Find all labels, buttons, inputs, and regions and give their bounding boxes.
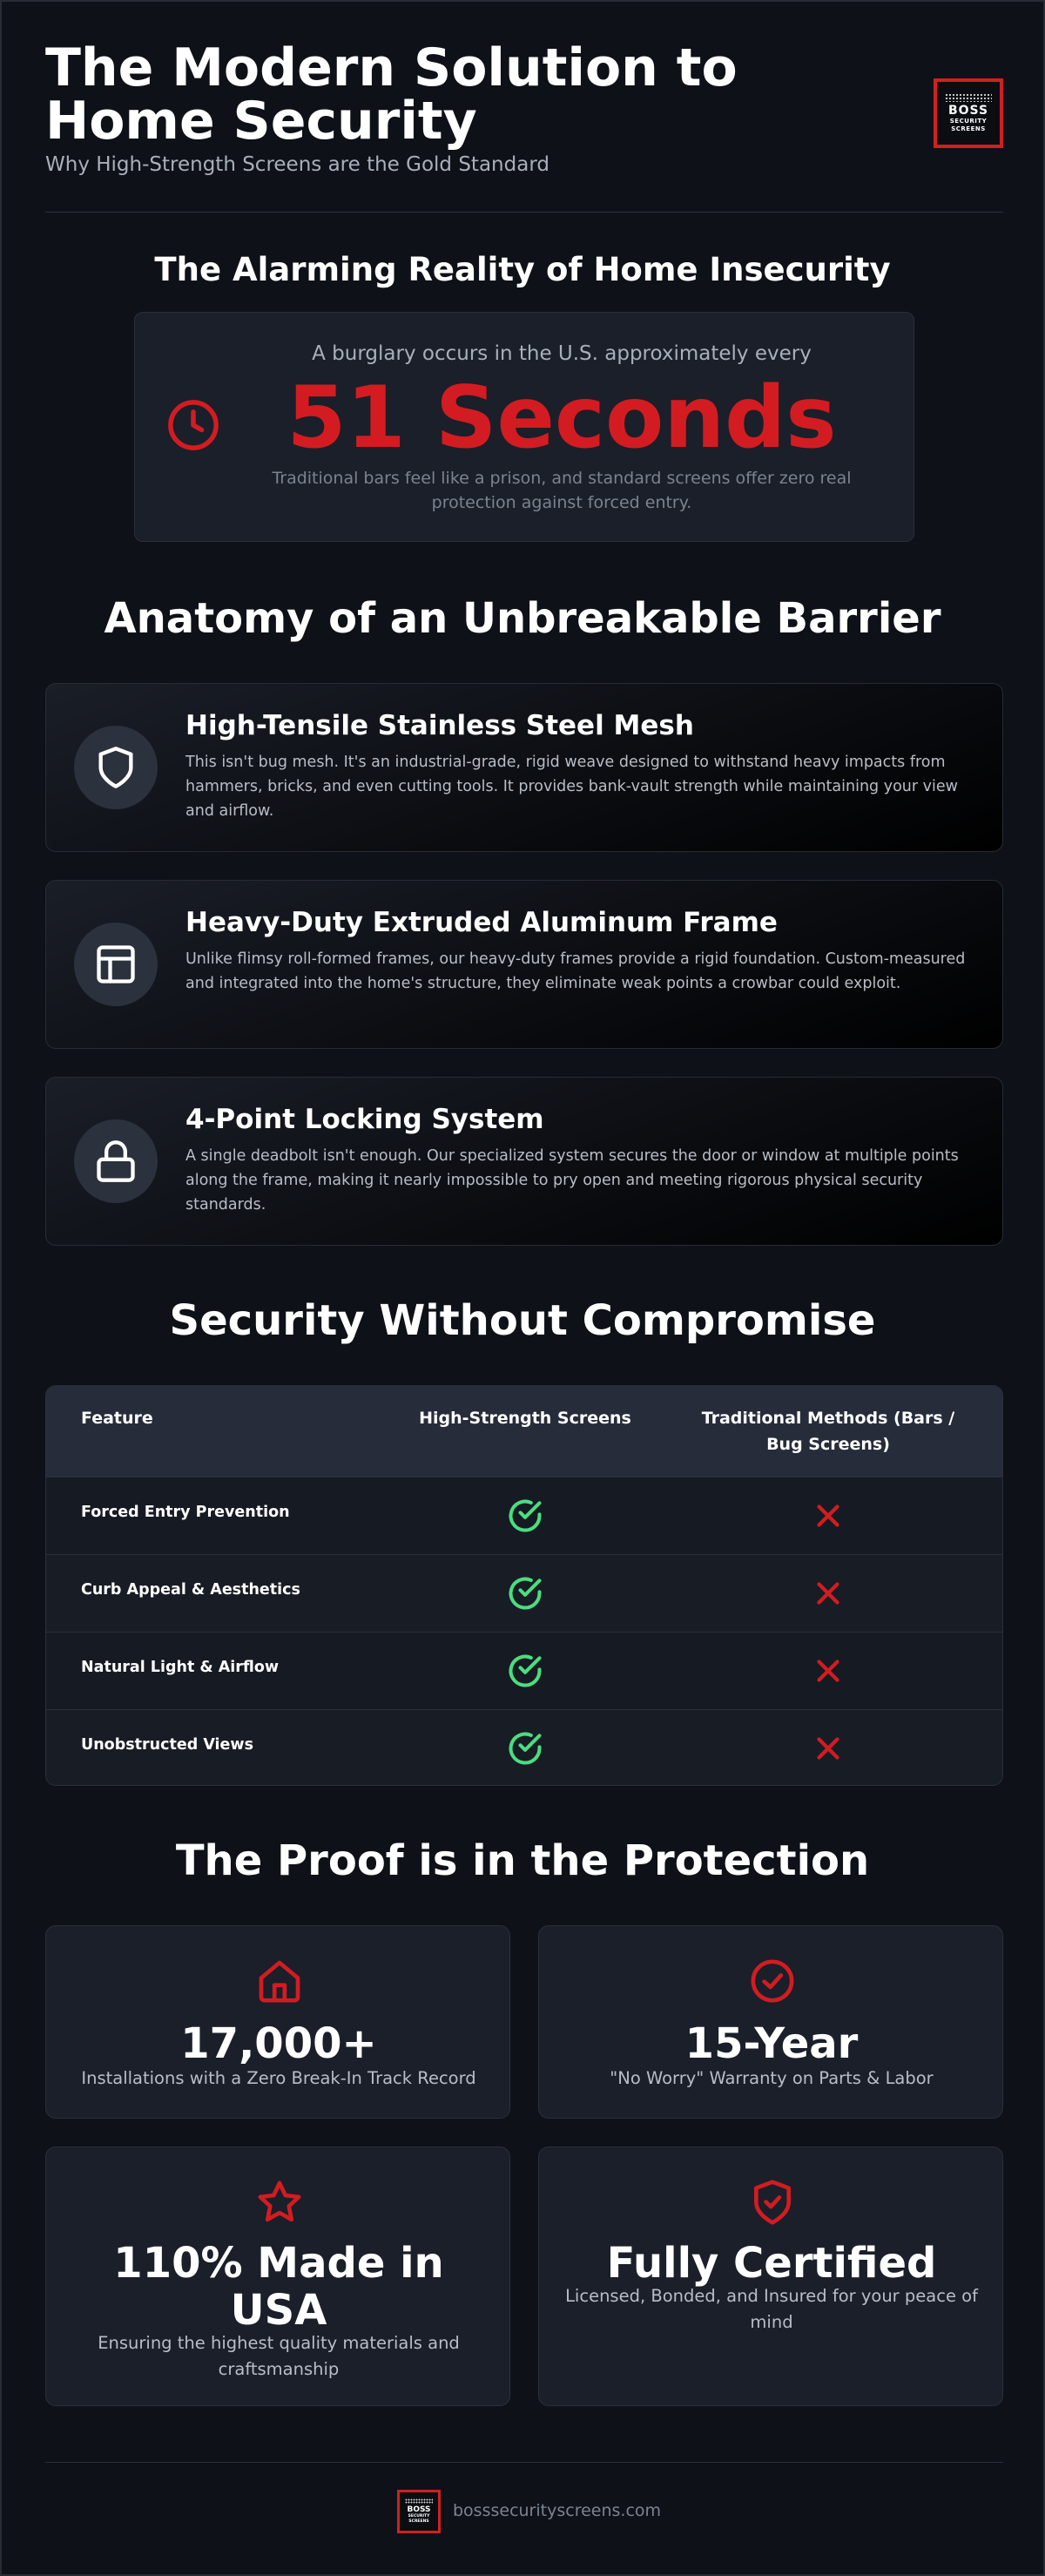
clock-icon — [165, 396, 222, 454]
logo-dots — [945, 93, 992, 102]
check-circle-icon — [748, 1956, 797, 2006]
feature-icon-circle — [74, 726, 158, 809]
stat-lead-text: A burglary occurs in the U.S. approximately every — [312, 342, 812, 365]
star-icon — [255, 2177, 304, 2228]
footer-website-link[interactable]: bosssecurityscreens.com — [453, 2501, 662, 2520]
proof-value: 17,000+ — [180, 2019, 377, 2068]
check-icon — [506, 1497, 544, 1535]
proof-label: Ensuring the highest quality materials and craftsmanship — [98, 2333, 460, 2379]
column-header-screens: High-Strength Screens — [419, 1409, 631, 1428]
footer-logo-brand-text: BOSS — [407, 2505, 431, 2514]
feature-icon-circle — [74, 1119, 158, 1203]
proof-label: "No Worry" Warranty on Parts & Labor — [610, 2068, 934, 2088]
proof-section-title: The Proof is in the Protection — [175, 1836, 870, 1885]
row-feature-label: Unobstructed Views — [81, 1736, 254, 1754]
x-icon — [812, 1655, 844, 1687]
logo-brand-text: BOSS — [947, 104, 989, 118]
table-row — [46, 1477, 1003, 1554]
proof-card-made-in-usa — [45, 2147, 510, 2406]
footer-divider — [45, 2462, 1003, 2463]
header-divider — [45, 212, 1003, 213]
stat-value: 51 Seconds — [287, 368, 837, 468]
row-feature-label: Forced Entry Prevention — [81, 1504, 290, 1521]
comparison-table — [45, 1385, 1003, 1786]
footer-logo-brand-subtext: SECURITY SCREENS — [408, 2514, 430, 2524]
proof-card-warranty — [538, 1925, 1003, 2119]
proof-card-certified — [538, 2147, 1003, 2406]
table-row — [46, 1554, 1003, 1632]
check-icon — [506, 1652, 544, 1690]
stat-note: Traditional bars feel like a prison, and standard screens offer zero real protection against forced entry. — [272, 469, 852, 512]
page-title: The Modern Solution to Home Security — [45, 37, 738, 152]
header — [45, 37, 1003, 213]
shield-icon — [93, 745, 138, 790]
insecurity-section-title: The Alarming Reality of Home Insecurity — [154, 251, 891, 288]
feature-card-locking-system — [45, 1077, 1003, 1246]
column-header-feature: Feature — [81, 1409, 153, 1428]
lock-icon — [93, 1139, 138, 1184]
x-icon — [812, 1578, 844, 1609]
feature-description: This isn't bug mesh. It's an industrial-grade, rigid weave designed to withstand heavy impacts from hammers, bricks, and even cutting tools. It provides bank-vault strength while maintaining your view and airflow. — [185, 754, 958, 820]
burglary-stat-card — [134, 312, 914, 542]
house-icon — [255, 1956, 304, 2006]
column-header-traditional: Traditional Methods (Bars / Bug Screens) — [701, 1409, 955, 1454]
page-subtitle: Why High-Strength Screens are the Gold Standard — [45, 153, 549, 176]
proof-card-installations — [45, 1925, 510, 2119]
x-icon — [812, 1500, 844, 1531]
table-header — [46, 1386, 1003, 1477]
check-icon — [506, 1574, 544, 1613]
shield-check-icon — [748, 2177, 797, 2228]
table-row — [46, 1632, 1003, 1709]
proof-label: Installations with a Zero Break-In Track Record — [81, 2068, 476, 2088]
check-icon — [506, 1729, 544, 1768]
proof-value: 110% Made in USA — [113, 2239, 444, 2335]
feature-title: High-Tensile Stainless Steel Mesh — [185, 710, 694, 741]
feature-icon-circle — [74, 923, 158, 1006]
frame-icon — [93, 942, 138, 987]
brand-logo — [934, 78, 1003, 148]
table-row — [46, 1709, 1003, 1786]
x-icon — [812, 1733, 844, 1764]
anatomy-section-title: Anatomy of an Unbreakable Barrier — [104, 594, 941, 643]
proof-label: Licensed, Bonded, and Insured for your peace of mind — [565, 2286, 978, 2332]
comparison-section-title: Security Without Compromise — [169, 1296, 876, 1345]
feature-title: 4-Point Locking System — [185, 1104, 544, 1135]
proof-value: Fully Certified — [606, 2239, 937, 2288]
row-feature-label: Natural Light & Airflow — [81, 1659, 280, 1676]
proof-value: 15-Year — [684, 2019, 859, 2068]
feature-description: A single deadbolt isn't enough. Our specialized system secures the door or window at multiple points along the frame, making it nearly impossible to pry open and meeting rigorous physical security standards. — [185, 1147, 959, 1214]
row-feature-label: Curb Appeal & Aesthetics — [81, 1581, 300, 1599]
feature-card-steel-mesh — [45, 683, 1003, 852]
feature-title: Heavy-Duty Extruded Aluminum Frame — [185, 907, 778, 938]
logo-dots — [405, 2498, 433, 2504]
logo-brand-subtext: SECURITY SCREENS — [949, 118, 988, 132]
footer-logo — [397, 2490, 441, 2533]
feature-card-aluminum-frame — [45, 880, 1003, 1049]
feature-description: Unlike flimsy roll-formed frames, our heavy-duty frames provide a rigid foundation. Custom-measured and integrated into the home's structure, they eliminate weak points a crowbar could exploit. — [185, 950, 966, 992]
